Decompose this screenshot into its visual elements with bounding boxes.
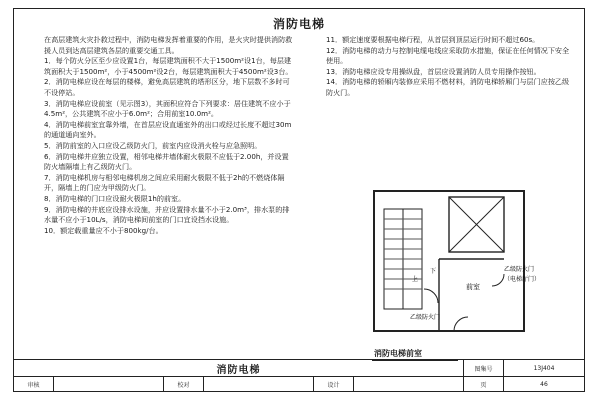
- review-role: 审核: [14, 376, 54, 392]
- atlas-label: 图集号: [464, 360, 504, 376]
- elevator-lobby-plan: [354, 189, 554, 359]
- door-swing: [424, 289, 438, 303]
- right-paragraph: 12．消防电梯的动力与控制电缆电线应采取防水措施，保证在任何情况下安全使用。: [326, 45, 570, 66]
- fire-door-label: 乙级防火门: [504, 266, 535, 273]
- door-swing: [454, 317, 468, 331]
- title-block: [14, 359, 584, 392]
- left-paragraph: 6．消防电梯井应独立设置，相邻电梯井墙体耐火极限不应低于2.00h，并设置防火墙隔墙上有乙级防火门。: [44, 151, 289, 172]
- left-paragraph: 1．每个防火分区至少应设置1台，每层建筑面积不大于1500m²设1台，每层建筑面积大于1500m²，小于4500m²设2台，每层建筑面积大于4500m²设3台。: [44, 56, 293, 76]
- right-paragraph: 11．额定速度要根据电梯行程，从首层到顶层运行时间不超过60s。: [326, 35, 540, 44]
- design-role: 设计: [314, 376, 354, 392]
- right-paragraph: 13．消防电梯应设专用操纵盘，首层应设置消防人员专用操作按钮。: [326, 66, 541, 76]
- left-paragraph: 4．消防电梯前室宜靠外墙，在首层应设直通室外的出口或经过长度不超过30m的通道通向室外。: [44, 119, 292, 140]
- left-paragraph: 10．额定载重量应不小于800kg/台。: [44, 225, 163, 235]
- page-title: 消防电梯: [272, 17, 325, 31]
- floor-plan-svg: [354, 189, 554, 359]
- door-swing: [492, 274, 504, 286]
- drawing-sheet: [13, 8, 585, 392]
- signature-field: [54, 376, 164, 392]
- left-paragraph: 2．消防电梯应设在每层的楼梯，避免高层建筑的塔形区分，地下层数不多时可不设停站。: [44, 77, 290, 97]
- right-paragraph: 14．消防电梯的轿厢内装修应采用不燃材料，消防电梯轿厢门与层门应按乙级防火门。: [326, 77, 570, 97]
- stair-down-label: 下: [430, 268, 437, 275]
- fire-door-label: 乙级防火门: [410, 314, 441, 321]
- signature-field: [354, 376, 464, 392]
- stair-up-label: 上: [412, 276, 419, 283]
- signature-field: [204, 376, 314, 392]
- left-paragraph: 7．消防电梯机房与相邻电梯机房之间应采用耐火极限不低于2h的不燃烧体隔开，隔墙上的门应为甲级防火门。: [44, 172, 285, 193]
- anteroom-label: 前室: [466, 283, 480, 291]
- page-number: 46: [540, 380, 548, 388]
- title-block-name: 消防电梯: [14, 360, 464, 376]
- left-paragraph: 9．消防电梯的井底应设排水设施，并应设置排水量不小于2.0m³，排水泵的排水量不应小于10L/s，消防电梯间前室的门口宜设挡水设施。: [44, 204, 290, 225]
- left-paragraph: 5．消防前室的入口应设乙级防火门，前室内应设消火栓与应急照明。: [44, 140, 262, 150]
- diagram-caption: 消防电梯前室: [374, 349, 422, 358]
- left-paragraph: 在高层建筑火灾扑救过程中，消防电梯发挥着重要的作用，是火灾时提供消防救援人员到达高层建筑各层的重要交通工具。: [44, 35, 293, 55]
- page-label: 页: [464, 376, 504, 392]
- left-text-column: [44, 35, 294, 236]
- elevator-door-label: （电梯厅门）: [504, 276, 541, 283]
- atlas-number: 13J404: [533, 364, 555, 372]
- check-role: 校对: [164, 376, 204, 392]
- right-text-column: [326, 35, 571, 99]
- left-paragraph: 8．消防电梯的门口应设耐火极限1h的前室。: [44, 193, 186, 203]
- left-paragraph: 3．消防电梯应设前室（见示图3），其面积应符合下列要求：居住建筑不应小于4.5m²，公共建筑不应小于6.0m²；合用前室10.0m²。: [44, 98, 291, 119]
